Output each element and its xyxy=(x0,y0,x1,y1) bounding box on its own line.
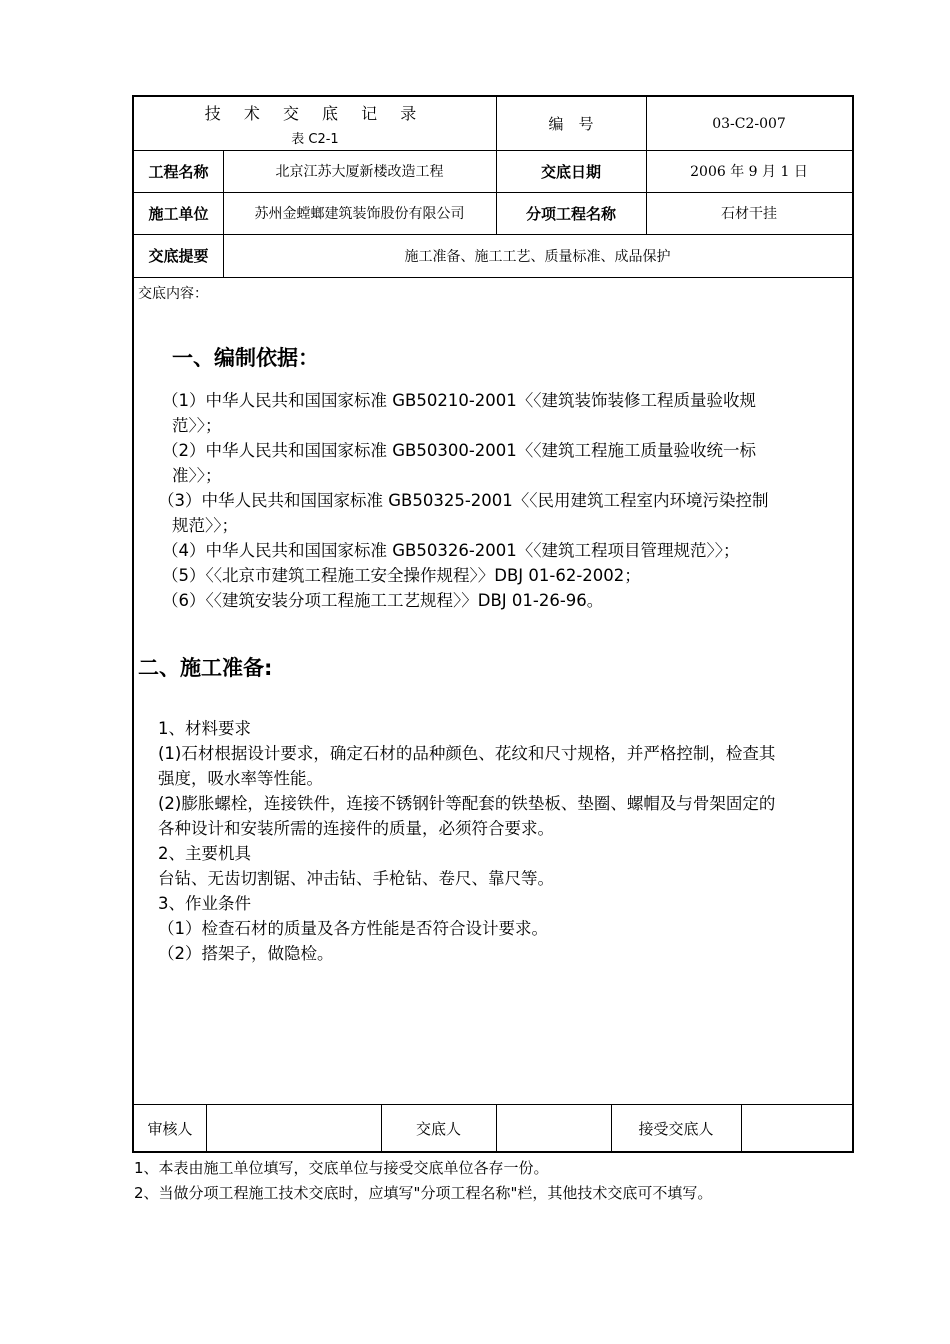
contractor-value[interactable]: 苏州金螳螂建筑装饰股份有限公司 xyxy=(254,206,465,222)
form-title: 技 术 交 底 记 录 xyxy=(204,103,426,123)
summary-label: 交底提要 xyxy=(148,247,209,265)
basis-item: （2）中华人民共和国国家标准 GB50300-2001〈〈建筑工程施工质量验收统一标 xyxy=(162,441,757,460)
form-code: 表 C2-1 xyxy=(291,131,339,147)
disclosure-form xyxy=(132,95,854,1153)
content-label: 交底内容： xyxy=(138,286,208,302)
prep-line: （1）检查石材的质量及各方性能是否符合设计要求。 xyxy=(158,919,548,938)
basis-item: 准〉〉； xyxy=(172,466,222,485)
number-value[interactable]: 03-C2-007 xyxy=(712,115,786,132)
reviewer-label: 审核人 xyxy=(147,1120,193,1138)
date-label: 交底日期 xyxy=(540,162,601,181)
row-divider xyxy=(134,277,852,278)
prep-line: （2）搭架子，做隐检。 xyxy=(158,944,334,963)
subitem-label: 分项工程名称 xyxy=(525,204,616,223)
basis-item: 范〉〉； xyxy=(172,416,222,435)
prep-line: 台钻、无齿切割锯、冲击钻、手枪钻、卷尺、靠尺等。 xyxy=(158,869,554,888)
project-name-label: 工程名称 xyxy=(148,162,209,181)
reviewer-signature-field[interactable] xyxy=(206,1104,381,1153)
basis-item: （4）中华人民共和国国家标准 GB50326-2001〈〈建筑工程项目管理规范〉〉； xyxy=(162,541,740,560)
prep-line: 1、材料要求 xyxy=(158,719,251,738)
section2-title: 二、施工准备: xyxy=(138,656,273,680)
receiver-signature-field[interactable] xyxy=(741,1104,852,1153)
footnote: 2、当做分项工程施工技术交底时，应填写"分项工程名称"栏，其他技术交底可不填写。 xyxy=(134,1184,713,1202)
basis-item: （1）中华人民共和国国家标准 GB50210-2001〈〈建筑装饰装修工程质量验收规 xyxy=(162,391,757,410)
prep-line: 强度，吸水率等性能。 xyxy=(158,769,323,788)
basis-item: （6）〈〈建筑安装分项工程施工工艺规程〉〉DBJ 01-26-96。 xyxy=(162,591,604,610)
summary-value[interactable]: 施工准备、施工工艺、质量标准、成品保护 xyxy=(404,248,671,265)
discloser-signature-field[interactable] xyxy=(496,1104,611,1153)
prep-line: 2、主要机具 xyxy=(158,844,251,863)
footnote: 1、本表由施工单位填写，交底单位与接受交底单位各存一份。 xyxy=(134,1159,549,1177)
basis-item: （5）〈〈北京市建筑工程施工安全操作规程〉〉DBJ 01-62-2002； xyxy=(162,566,641,585)
number-label: 编 号 xyxy=(548,115,594,133)
form-title-block xyxy=(134,97,496,150)
basis-item: （3）中华人民共和国国家标准 GB50325-2001〈〈民用建筑工程室内环境污染控制 xyxy=(158,491,769,510)
prep-line: (1)石材根据设计要求，确定石材的品种颜色、花纹和尺寸规格，并严格控制，检查其 xyxy=(158,744,776,763)
date-value[interactable]: 2006 年 9 月 1 日 xyxy=(690,164,808,180)
prep-line: (2)膨胀螺栓，连接铁件，连接不锈钢针等配套的铁垫板、垫圈、螺帽及与骨架固定的 xyxy=(158,794,776,813)
basis-item: 规范〉〉； xyxy=(172,516,238,535)
contractor-label: 施工单位 xyxy=(148,204,209,223)
subitem-value[interactable]: 石材干挂 xyxy=(721,206,777,222)
receiver-label: 接受交底人 xyxy=(638,1120,714,1138)
content-area xyxy=(134,280,852,1105)
discloser-label: 交底人 xyxy=(415,1120,461,1138)
prep-line: 3、作业条件 xyxy=(158,894,251,913)
project-name-value[interactable]: 北京江苏大厦新楼改造工程 xyxy=(275,164,444,180)
section1-title: 一、编制依据： xyxy=(172,346,319,370)
prep-line: 各种设计和安装所需的连接件的质量，必须符合要求。 xyxy=(158,819,554,838)
